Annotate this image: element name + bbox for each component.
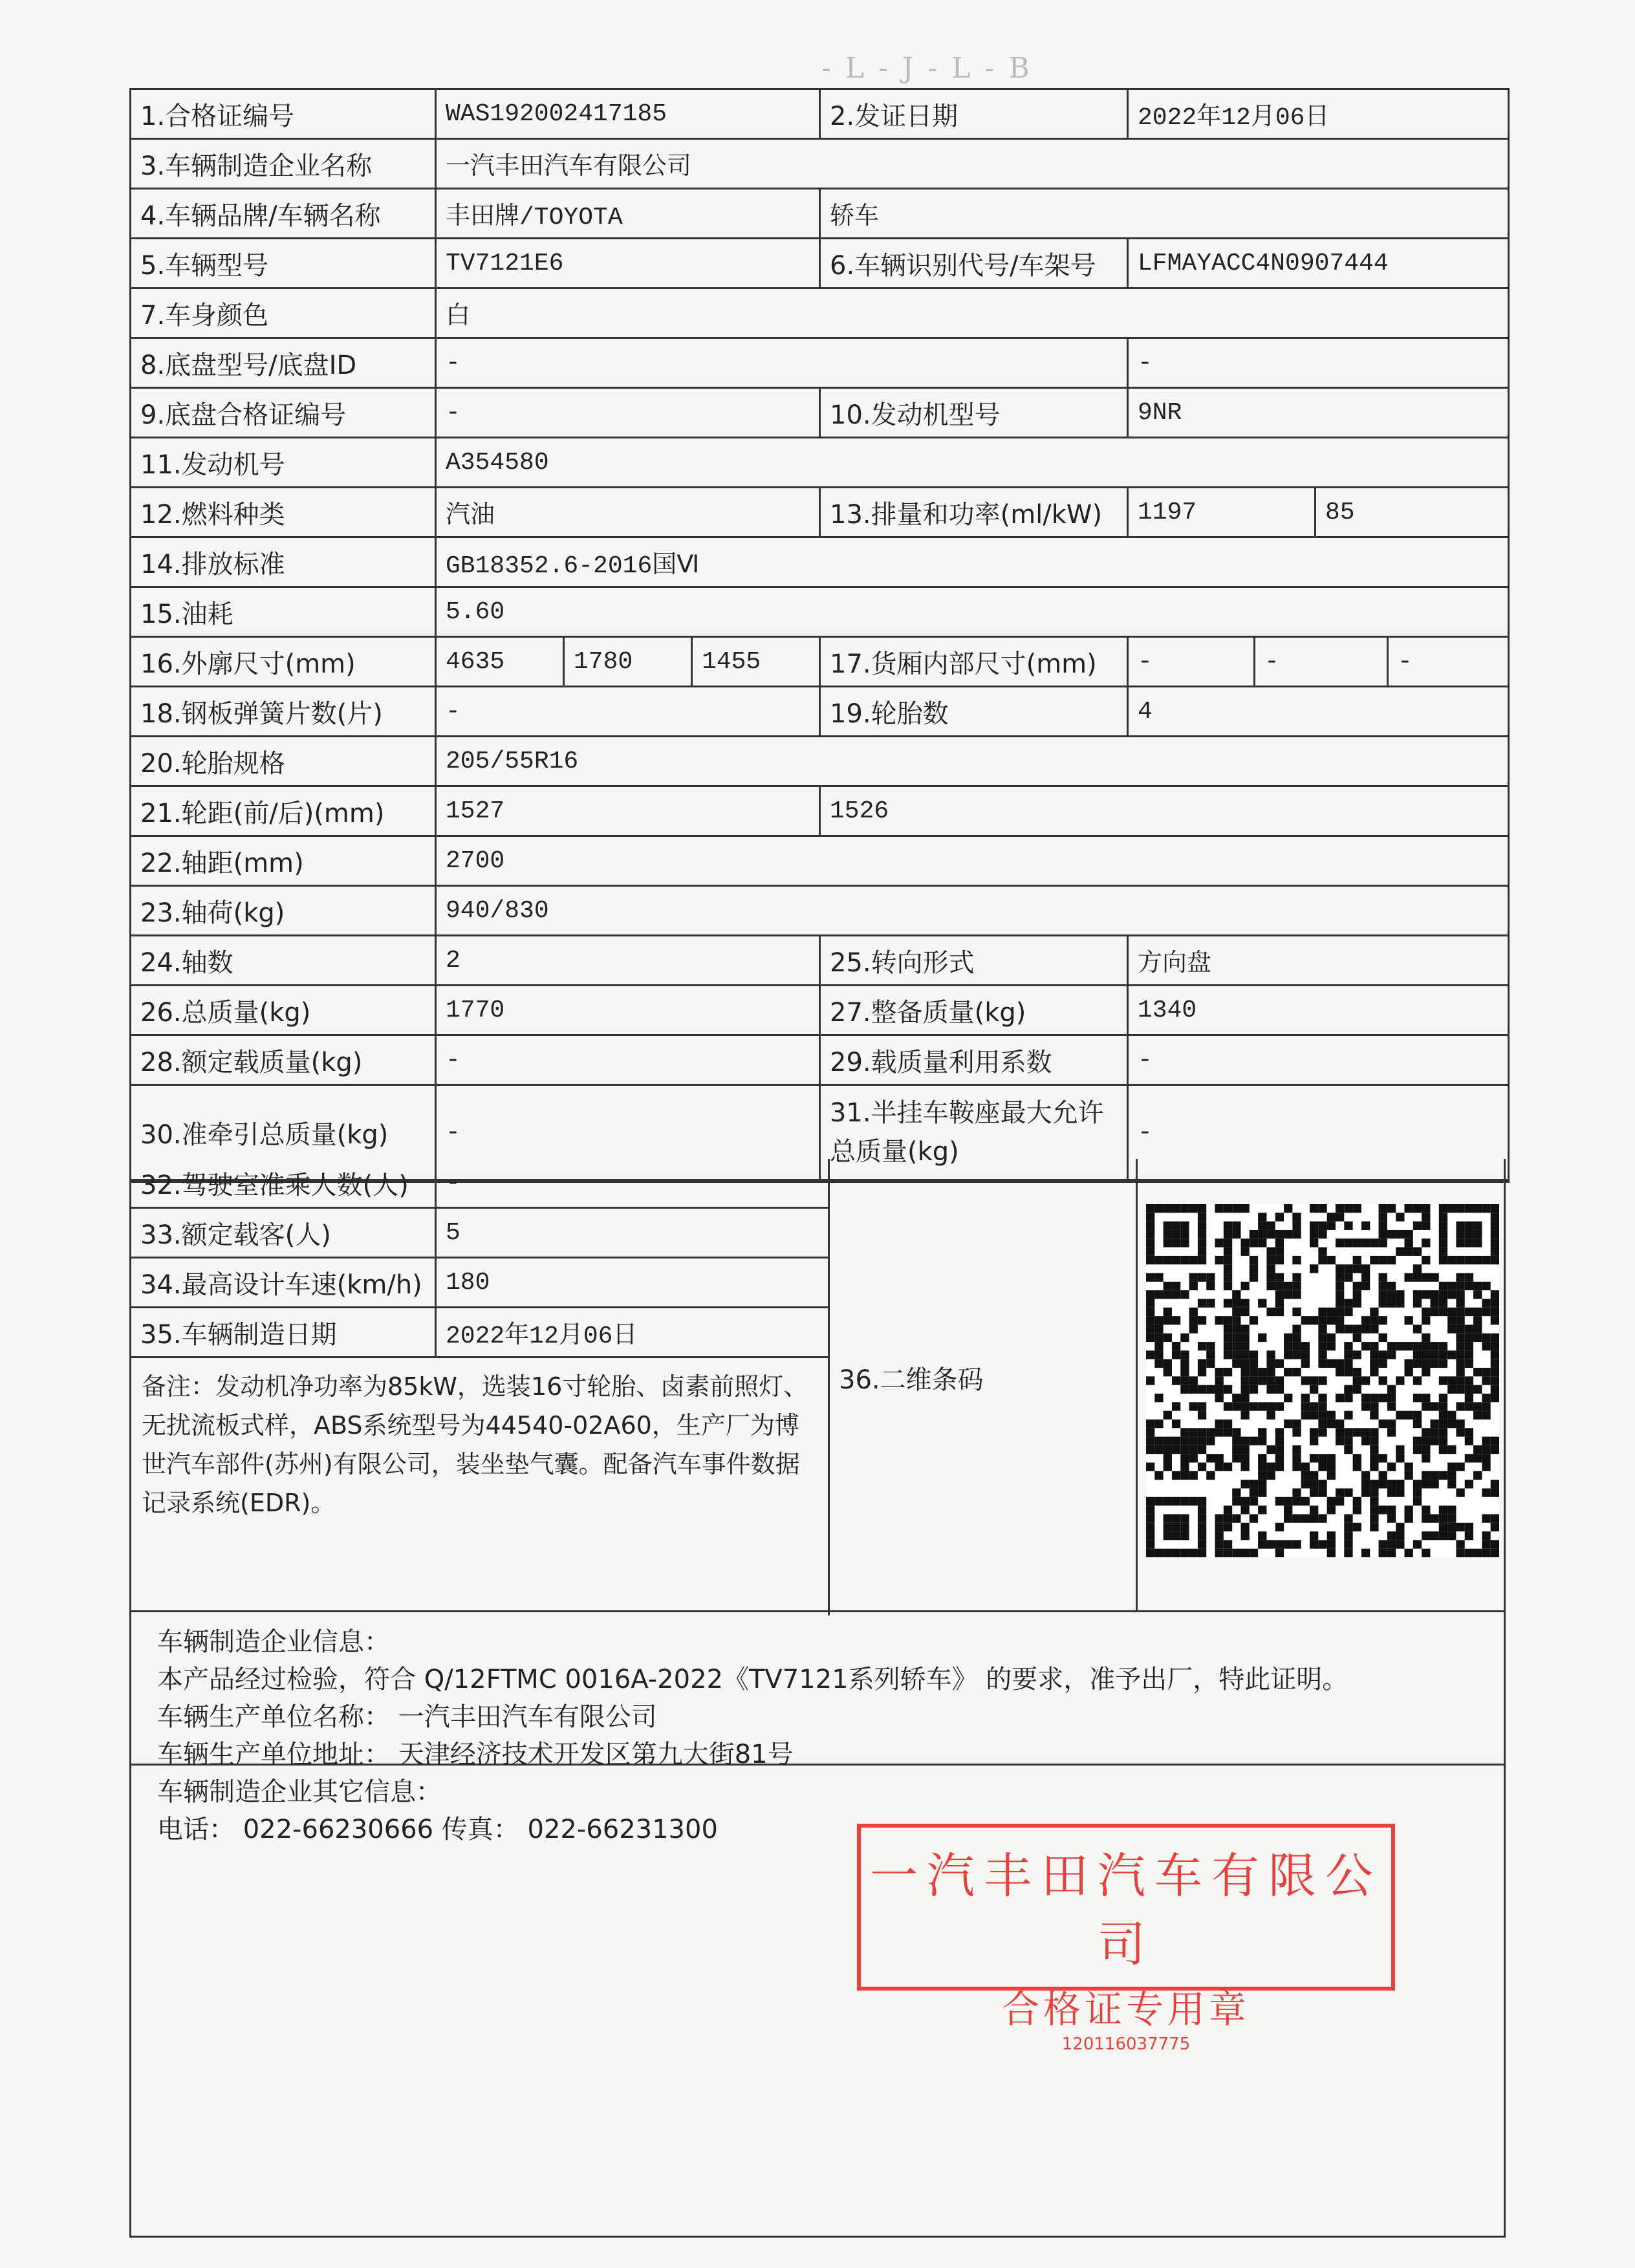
vin-label: 6.车辆识别代号/车架号 (821, 239, 1129, 287)
chassis-cert-label: 9.底盘合格证编号 (131, 389, 437, 437)
engine-model-value: 9NR (1138, 398, 1182, 427)
leaf-springs-label: 18.钢板弹簧片数(片) (131, 687, 437, 735)
info-line-2: 车辆生产单位名称： 一汽丰田汽车有限公司 (157, 1702, 657, 1732)
manufacturer-value: 一汽丰田汽车有限公司 (446, 154, 692, 182)
saddle-mass-value: - (1138, 1118, 1153, 1147)
max-speed-label: 34.最高设计车速(km/h) (131, 1258, 437, 1306)
chassis-id-value: - (1138, 349, 1153, 377)
chassis-cert-value: - (437, 389, 821, 437)
chassis-model-label: 8.底盘型号/底盘ID (131, 339, 437, 387)
passengers-value: 5 (446, 1218, 460, 1247)
mfg-date-label: 35.车辆制造日期 (131, 1308, 437, 1356)
rear-track-value: 1526 (830, 797, 889, 825)
saddle-mass-label: 31.半挂车鞍座最大允许总质量(kg) (821, 1086, 1129, 1179)
mfg-date-value: 2022年12月06日 (446, 1323, 638, 1350)
info-title: 车辆制造企业信息： (157, 1627, 390, 1657)
issue-date-label: 2.发证日期 (821, 90, 1129, 138)
axle-load-value: 940/830 (446, 896, 549, 925)
height-value: 1455 (693, 638, 821, 686)
brand-label: 4.车辆品牌/车辆名称 (131, 189, 437, 237)
certificate-table (129, 88, 1510, 1183)
wheelbase-value: 2700 (446, 847, 505, 875)
manufacturer-label: 3.车辆制造企业名称 (131, 140, 437, 188)
towing-mass-value: - (437, 1086, 821, 1179)
length-value: 4635 (437, 638, 565, 686)
info-line-4: 车辆制造企业其它信息： (157, 1777, 442, 1807)
cargo-width-value: - (1255, 638, 1389, 686)
leaf-springs-value: - (437, 687, 821, 735)
color-value: 白 (446, 303, 471, 331)
fuel-consumption-label: 15.油耗 (131, 588, 437, 636)
engine-no-label: 11.发动机号 (131, 438, 437, 486)
fuel-consumption-value: 5.60 (446, 598, 505, 626)
remarks: 备注：发动机净功率为85kW，选装16寸轮胎、卤素前照灯、无扰流板式样，ABS系统型号为44540-02A60，生产厂为博世汽车部件(苏州)有限公司，装坐垫气囊。配备汽车事件数据记录系统(EDR)。 (131, 1358, 830, 1615)
cab-seats-label: 32.驾驶室准乘人数(人) (131, 1159, 437, 1207)
engine-no-value: A354580 (446, 448, 549, 477)
issue-date-value: 2022年12月06日 (1138, 104, 1330, 132)
tire-spec-value: 205/55R16 (446, 747, 579, 775)
axle-load-label: 23.轴荷(kg) (131, 887, 437, 934)
cargo-length-value: - (1129, 638, 1255, 686)
tire-count-value: 4 (1138, 697, 1153, 726)
vehicle-name-value: 轿车 (830, 204, 880, 232)
wheelbase-label: 22.轴距(mm) (131, 837, 437, 885)
emission-std-value: GB18352.6-2016国Ⅵ (446, 552, 700, 580)
brand-value: 丰田牌/TOYOTA (437, 189, 821, 237)
seal-company: 一汽丰田汽车有限公司 (870, 1848, 1382, 1972)
color-label: 7.车身颜色 (131, 289, 437, 337)
qr-label: 36.二维条码 (839, 1365, 984, 1395)
handwritten-note: - L - J - L - B (821, 52, 1032, 85)
front-track-value: 1527 (437, 787, 821, 835)
tire-spec-label: 20.轮胎规格 (131, 737, 437, 785)
gross-mass-value: 1770 (437, 986, 821, 1034)
seal-title: 合格证专用章 (1001, 1987, 1250, 2031)
max-speed-value: 180 (446, 1268, 490, 1297)
axle-count-value: 2 (437, 936, 821, 984)
tire-count-label: 19.轮胎数 (821, 687, 1129, 735)
curb-mass-label: 27.整备质量(kg) (821, 986, 1129, 1034)
steering-value: 方向盘 (1138, 951, 1212, 978)
dimensions-label: 16.外廓尺寸(mm) (131, 638, 437, 686)
fuel-type-value: 汽油 (437, 488, 821, 536)
passengers-label: 33.额定载客(人) (131, 1209, 437, 1257)
engine-model-label: 10.发动机型号 (821, 389, 1129, 437)
model-label: 5.车辆型号 (131, 239, 437, 287)
curb-mass-value: 1340 (1138, 996, 1197, 1024)
certificate-no-value: WAS192002417185 (437, 90, 821, 138)
info-line-1: 本产品经过检验，符合 Q/12FTMC 0016A-2022《TV7121系列轿车》 的要求，准予出厂，特此证明。 (157, 1665, 1348, 1694)
vin-value: LFMAYACC4N0907444 (1138, 249, 1389, 277)
cab-seats-value: - (446, 1169, 460, 1197)
emission-std-label: 14.排放标准 (131, 538, 437, 586)
info-line-3: 车辆生产单位地址： 天津经济技术开发区第九大街81号 (157, 1740, 794, 1769)
power-value: 85 (1325, 498, 1355, 526)
steering-label: 25.转向形式 (821, 936, 1129, 984)
info-line-5: 电话： 022-66230666 传真： 022-66231300 (157, 1815, 718, 1844)
fuel-type-label: 12.燃料种类 (131, 488, 437, 536)
displacement-value: 1197 (1129, 488, 1316, 536)
track-label: 21.轮距(前/后)(mm) (131, 787, 437, 835)
model-value: TV7121E6 (437, 239, 821, 287)
chassis-model-value: - (437, 339, 1129, 387)
towing-mass-label: 30.准牵引总质量(kg) (131, 1086, 437, 1179)
rated-load-label: 28.额定载质量(kg) (131, 1036, 437, 1084)
width-value: 1780 (565, 638, 693, 686)
gross-mass-label: 26.总质量(kg) (131, 986, 437, 1034)
load-factor-value: - (1138, 1046, 1153, 1074)
certificate-no-label: 1.合格证编号 (131, 90, 437, 138)
cargo-height-value: - (1398, 647, 1413, 676)
displacement-power-label: 13.排量和功率(ml/kW) (821, 488, 1129, 536)
cargo-dimensions-label: 17.货厢内部尺寸(mm) (821, 638, 1129, 686)
qr-code (1146, 1204, 1499, 1557)
official-seal (857, 1824, 1395, 2054)
rated-load-value: - (437, 1036, 821, 1084)
axle-count-label: 24.轴数 (131, 936, 437, 984)
load-factor-label: 29.载质量利用系数 (821, 1036, 1129, 1084)
seal-code: 120116037775 (1061, 2035, 1191, 2054)
